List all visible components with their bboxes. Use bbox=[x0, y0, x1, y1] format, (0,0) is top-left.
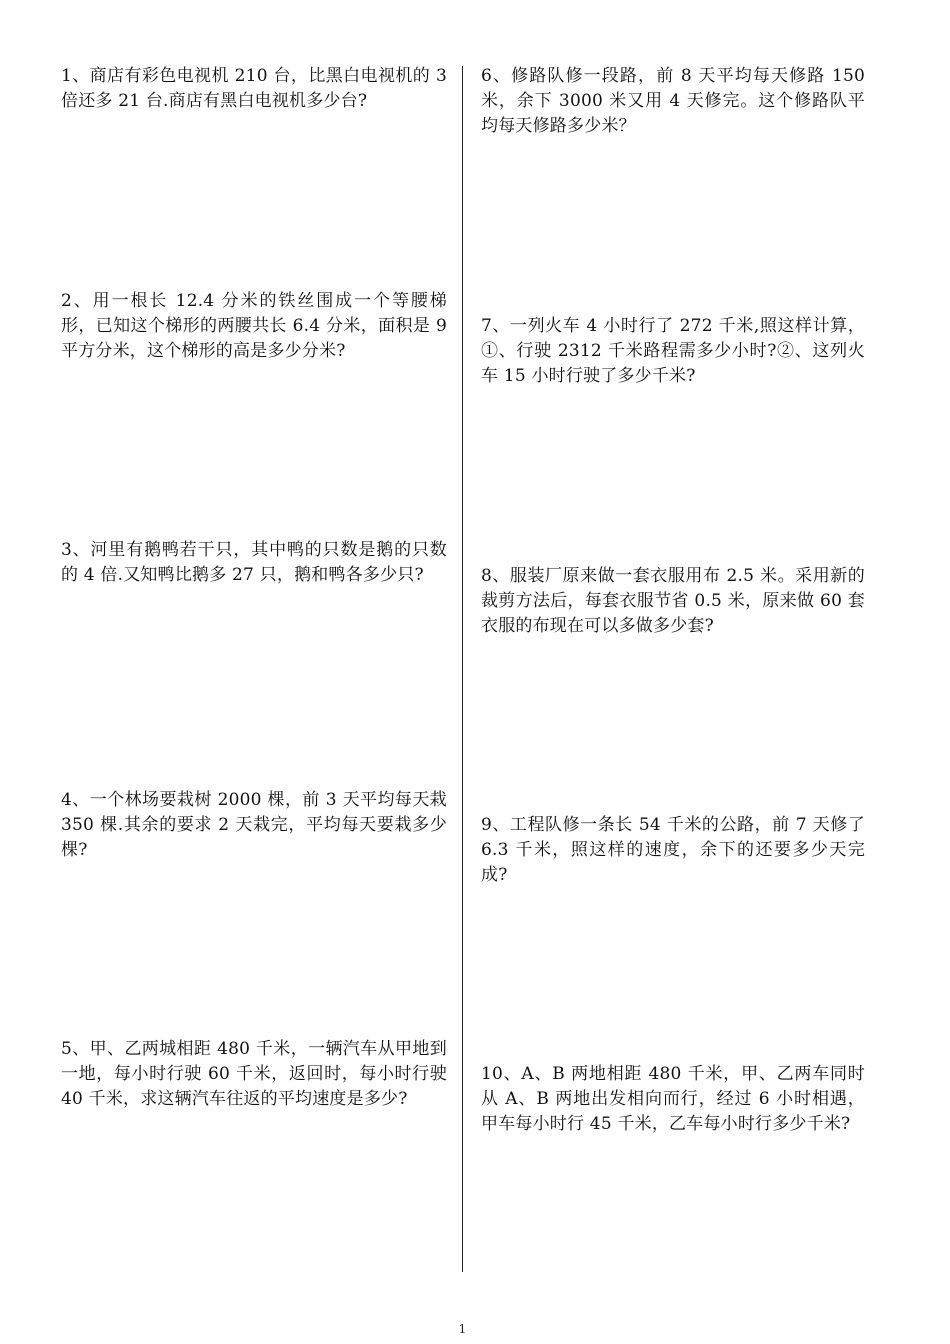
problem-8: 8、服装厂原来做一套衣服用布 2.5 米。采用新的裁剪方法后，每套衣服节省 0.5 米，原来做 60 套衣服的布现在可以多做多少套? bbox=[481, 566, 865, 636]
page-number: 1 bbox=[458, 1322, 467, 1336]
problem-6: 6、修路队修一段路，前 8 天平均每天修路 150 米，余下 3000 米又用 4 天修完。这个修路队平均每天修路多少米？ bbox=[481, 66, 865, 136]
problem-7: 7、一列火车 4 小时行了 272 千米,照这样计算，①、行驶 2312 千米路程需多少小时?②、这列火车 15 小时行驶了多少千米? bbox=[481, 316, 865, 386]
problem-3: 3、河里有鹅鸭若干只，其中鸭的只数是鹅的只数的 4 倍.又知鸭比鹅多 27 只，鹅和鸭各多少只? bbox=[61, 540, 447, 585]
problem-5: 5、甲、乙两城相距 480 千米，一辆汽车从甲地到一地，每小时行驶 60 千米，返回时，每小时行驶 40 千米，求这辆汽车往返的平均速度是多少? bbox=[61, 1039, 447, 1109]
problem-9: 9、工程队修一条长 54 千米的公路，前 7 天修了 6.3 千米，照这样的速度，余下的还要多少天完成? bbox=[481, 815, 865, 885]
problem-2: 2、用一根长 12.4 分米的铁丝围成一个等腰梯形，已知这个梯形的两腰共长 6.4 分米，面积是 9 平方分米，这个梯形的高是多少分米? bbox=[61, 291, 447, 361]
column-divider bbox=[462, 66, 463, 1272]
problem-4: 4、一个林场要栽树 2000 棵，前 3 天平均每天栽 350 棵.其余的要求 2 天栽完，平均每天要栽多少棵? bbox=[61, 790, 447, 860]
problem-10: 10、A、B 两地相距 480 千米，甲、乙两车同时从 A、B 两地出发相向而行，经过 6 小时相遇，甲车每小时行 45 千米，乙车每小时行多少千米? bbox=[481, 1064, 865, 1134]
problem-1: 1、商店有彩色电视机 210 台，比黑白电视机的 3 倍还多 21 台.商店有黑白电视机多少台? bbox=[61, 66, 447, 111]
